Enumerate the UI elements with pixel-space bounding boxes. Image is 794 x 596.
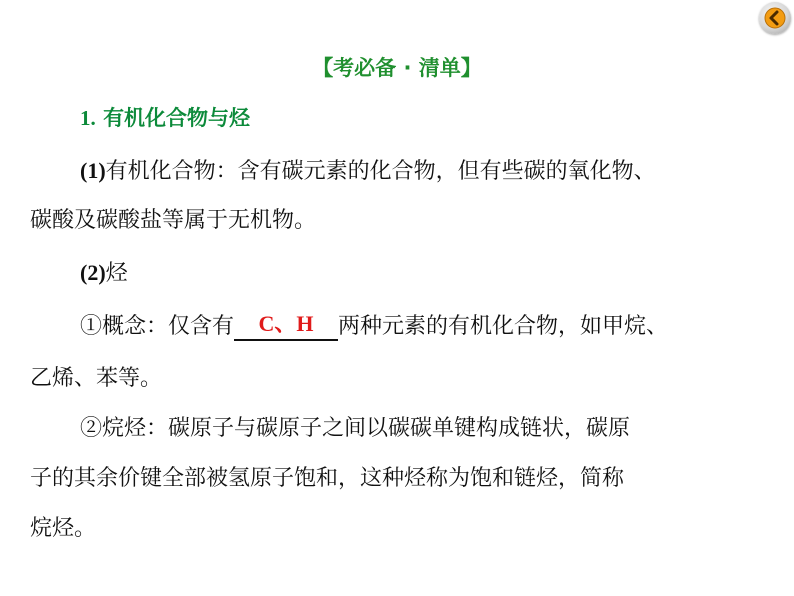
section-heading: 【考必备 · 清单】 xyxy=(312,56,482,80)
paragraph-1-line-1 xyxy=(80,156,656,187)
alkane-line-2: 子的其余价键全部被氢原子饱和，这种烃称为饱和链烃，简称 xyxy=(30,466,625,491)
paragraph-2-marker: (2) xyxy=(80,260,106,285)
paragraph-2-text: 烃 xyxy=(105,261,128,286)
paragraph-1-text: 有机化合物：含有碳元素的化合物，但有些碳的氧化物、 xyxy=(105,159,656,184)
paragraph-1-line-2: 碳酸及碳酸盐等属于无机物。 xyxy=(30,208,317,233)
answer-blank: C、H xyxy=(234,309,338,341)
concept-line-1 xyxy=(80,311,668,343)
back-button[interactable] xyxy=(759,2,791,34)
paragraph-1-marker: (1) xyxy=(80,158,106,183)
arrow-left-icon xyxy=(759,2,791,34)
paragraph-2-line xyxy=(80,258,128,289)
alkane-line-1: ②烷烃：碳原子与碳原子之间以碳碳单键构成链状，碳原 xyxy=(80,416,631,441)
section-number: 1. xyxy=(80,106,96,130)
alkane-line-3: 烷烃。 xyxy=(30,516,97,541)
concept-suffix: 两种元素的有机化合物，如甲烷、 xyxy=(338,314,669,339)
concept-prefix: ①概念：仅含有 xyxy=(80,314,235,339)
concept-line-2: 乙烯、苯等。 xyxy=(30,366,163,391)
section-title-text: 有机化合物与烃 xyxy=(103,106,251,130)
section-title xyxy=(80,103,250,133)
